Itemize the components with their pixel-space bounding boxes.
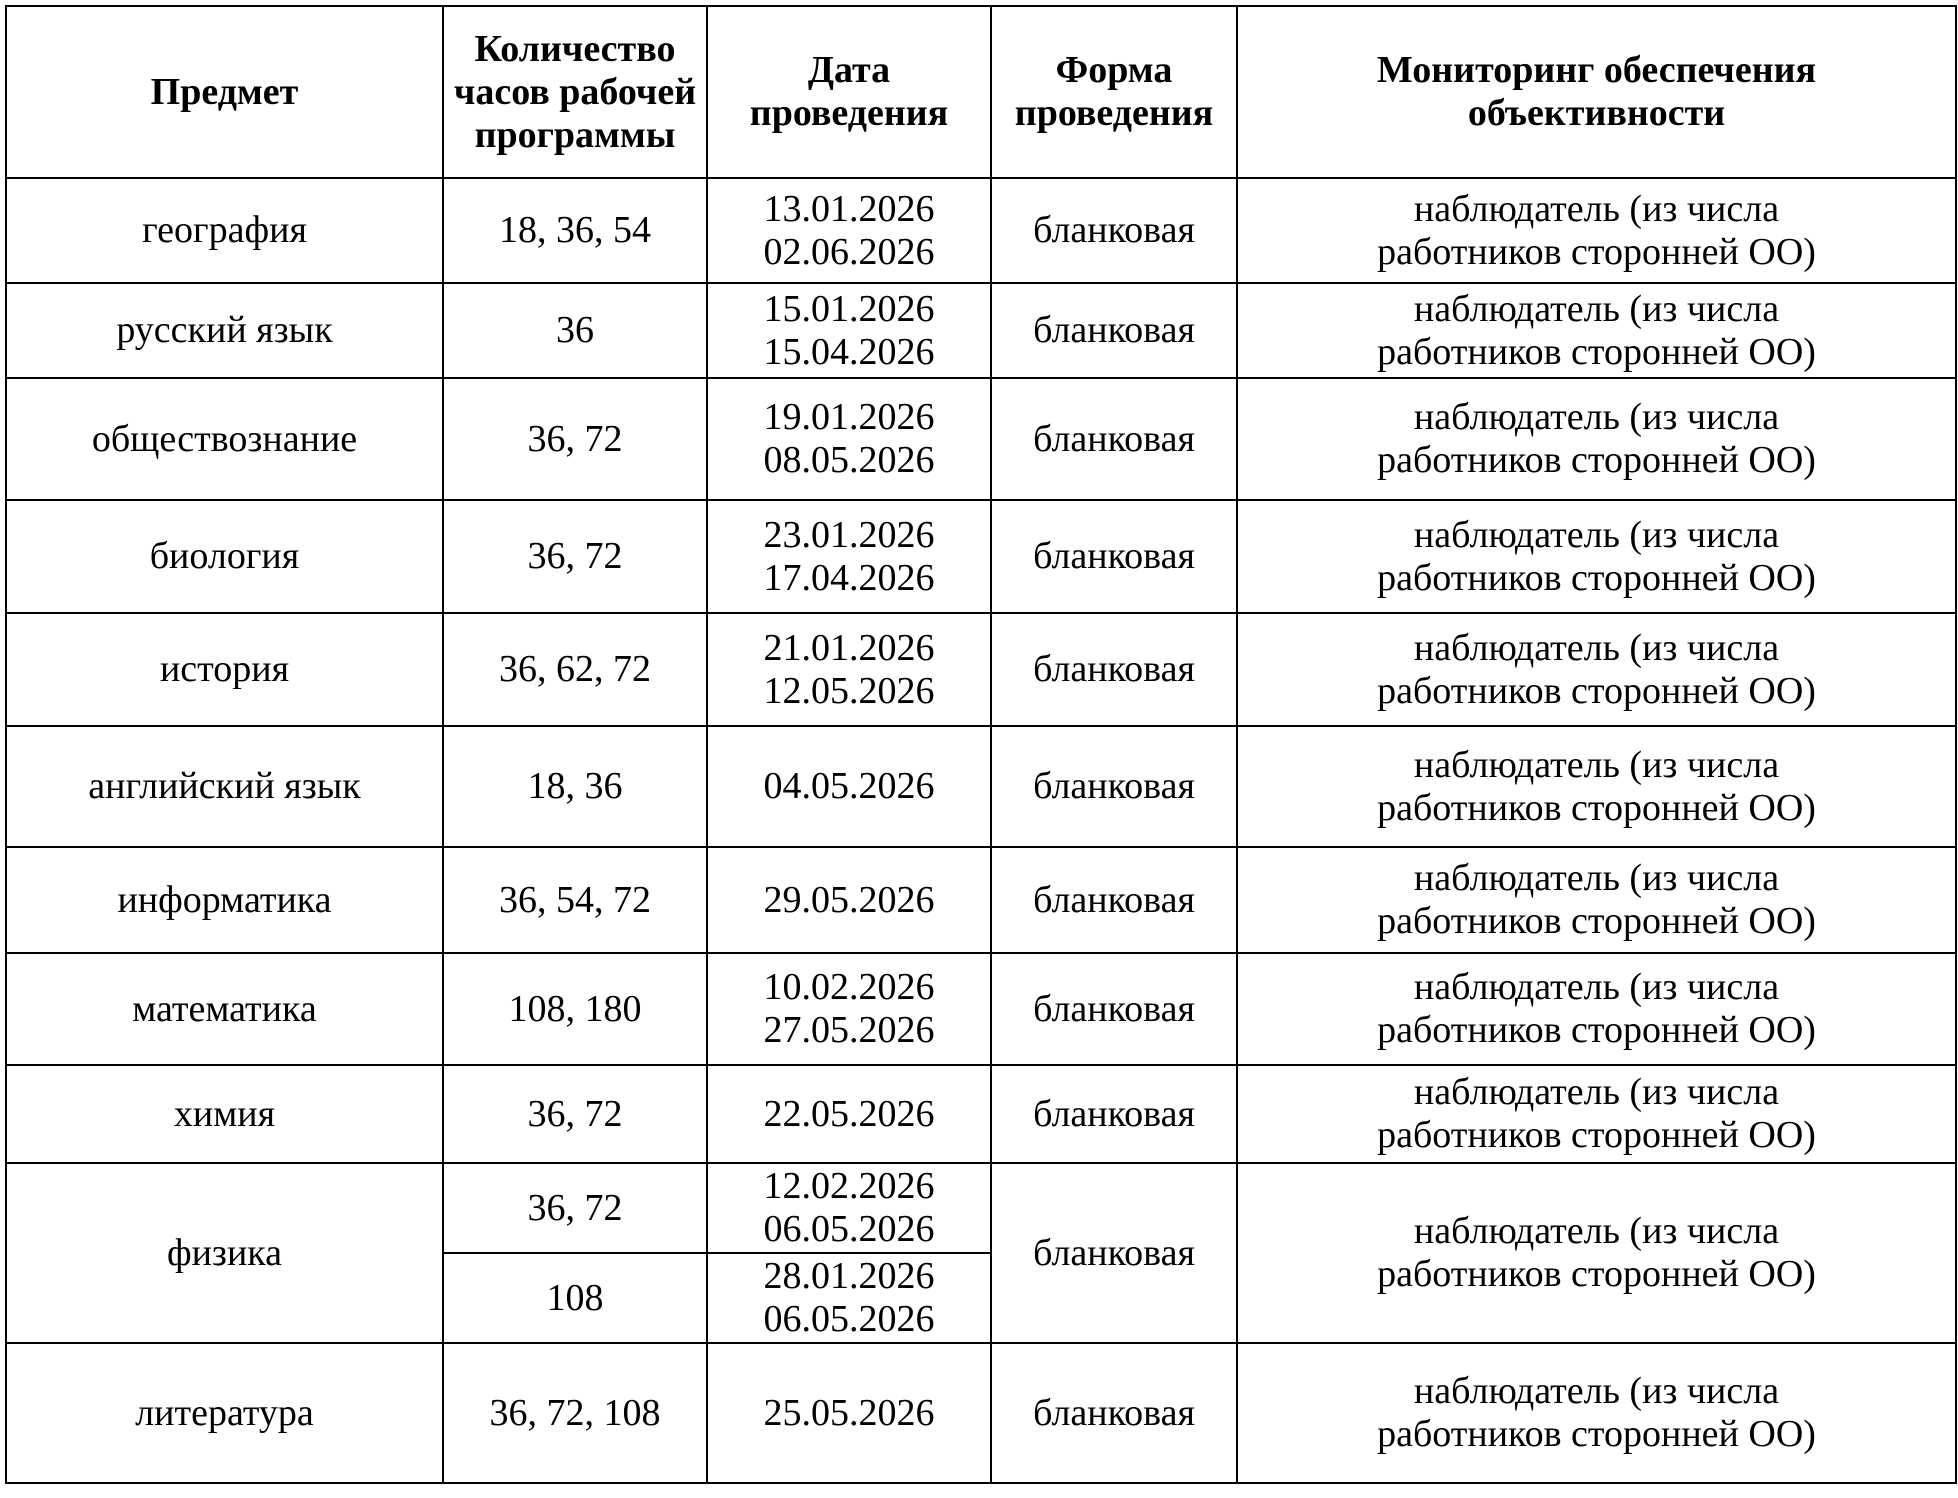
hours-cell: 36, 72 [443,500,707,613]
date-value: 22.05.2026 [763,1092,935,1135]
table-row [6,378,1956,500]
subject-cell: русский язык [6,283,443,378]
table-row [6,726,1956,847]
date-value: 10.02.2026 [763,966,935,1008]
date-value: 02.06.2026 [763,230,935,273]
subject-cell: география [6,178,443,283]
date-value: 08.05.2026 [763,439,935,481]
date-value: 15.04.2026 [763,330,935,373]
hours-cell: 36, 54, 72 [443,847,707,953]
header-monitoring: Мониторинг обеспечения объективности [1237,6,1956,178]
header-subject: Предмет [6,6,443,178]
date-value: 19.01.2026 [763,396,935,438]
subject-cell: биология [6,500,443,613]
date-cell [707,953,991,1065]
date-cell [707,726,991,847]
monitoring-cell: наблюдатель (из числа работников сторонней ОО) [1237,500,1956,613]
table-body [6,178,1956,1483]
date-cell [707,378,991,500]
date-value: 27.05.2026 [763,1009,935,1051]
monitoring-cell: наблюдатель (из числа работников сторонней ОО) [1237,1163,1956,1343]
date-value: 15.01.2026 [763,287,935,330]
subject-cell: информатика [6,847,443,953]
header-row [6,6,1956,178]
monitoring-cell: наблюдатель (из числа работников сторонней ОО) [1237,847,1956,953]
subject-cell: физика [6,1163,443,1343]
form-cell: бланковая [991,1163,1237,1343]
hours-cell: 36, 72 [443,1163,707,1253]
monitoring-cell: наблюдатель (из числа работников сторонней ОО) [1237,1065,1956,1163]
date-value: 17.04.2026 [763,556,935,599]
header-date: Дата проведения [707,6,991,178]
table-row [6,953,1956,1065]
hours-cell: 18, 36, 54 [443,178,707,283]
hours-cell: 108 [443,1253,707,1343]
table-row [6,500,1956,613]
date-cell [707,1065,991,1163]
monitoring-cell: наблюдатель (из числа работников сторонней ОО) [1237,953,1956,1065]
subject-cell: английский язык [6,726,443,847]
subject-cell: история [6,613,443,726]
monitoring-cell: наблюдатель (из числа работников сторонней ОО) [1237,1343,1956,1483]
date-cell [707,500,991,613]
monitoring-cell: наблюдатель (из числа работников сторонней ОО) [1237,178,1956,283]
table-row [6,1343,1956,1483]
date-value: 25.05.2026 [763,1391,935,1434]
table-row [6,613,1956,726]
date-cell [707,1163,991,1253]
date-value: 12.02.2026 [763,1165,935,1207]
form-cell: бланковая [991,1343,1237,1483]
subject-cell: химия [6,1065,443,1163]
table-row [6,178,1956,283]
date-cell [707,847,991,953]
date-value: 21.01.2026 [763,626,935,669]
table-row [6,1065,1956,1163]
date-cell [707,613,991,726]
table-row [6,847,1956,953]
table-row [6,1163,1956,1253]
hours-cell: 36, 72 [443,378,707,500]
monitoring-cell: наблюдатель (из числа работников сторонней ОО) [1237,613,1956,726]
header-form: Форма проведения [991,6,1237,178]
date-value: 13.01.2026 [763,187,935,230]
hours-cell: 108, 180 [443,953,707,1065]
date-value: 29.05.2026 [763,878,935,921]
hours-cell: 36 [443,283,707,378]
hours-cell: 36, 62, 72 [443,613,707,726]
subject-cell: обществознание [6,378,443,500]
date-value: 28.01.2026 [763,1255,935,1297]
monitoring-cell: наблюдатель (из числа работников сторонней ОО) [1237,726,1956,847]
subject-cell: литература [6,1343,443,1483]
date-value: 06.05.2026 [763,1208,935,1250]
date-cell [707,283,991,378]
date-cell [707,1343,991,1483]
hours-cell: 36, 72 [443,1065,707,1163]
monitoring-cell: наблюдатель (из числа работников сторонней ОО) [1237,378,1956,500]
form-cell: бланковая [991,378,1237,500]
form-cell: бланковая [991,726,1237,847]
hours-cell: 18, 36 [443,726,707,847]
date-value: 23.01.2026 [763,513,935,556]
date-cell [707,1253,991,1343]
date-value: 12.05.2026 [763,669,935,712]
form-cell: бланковая [991,953,1237,1065]
date-value: 04.05.2026 [763,765,935,807]
hours-cell: 36, 72, 108 [443,1343,707,1483]
form-cell: бланковая [991,178,1237,283]
date-value: 06.05.2026 [763,1298,935,1340]
monitoring-cell: наблюдатель (из числа работников сторонней ОО) [1237,283,1956,378]
date-cell [707,178,991,283]
form-cell: бланковая [991,500,1237,613]
subject-cell: математика [6,953,443,1065]
form-cell: бланковая [991,847,1237,953]
header-hours: Количество часов рабочей программы [443,6,707,178]
form-cell: бланковая [991,613,1237,726]
table-row [6,283,1956,378]
form-cell: бланковая [991,1065,1237,1163]
exam-schedule-table [5,5,1957,1484]
form-cell: бланковая [991,283,1237,378]
